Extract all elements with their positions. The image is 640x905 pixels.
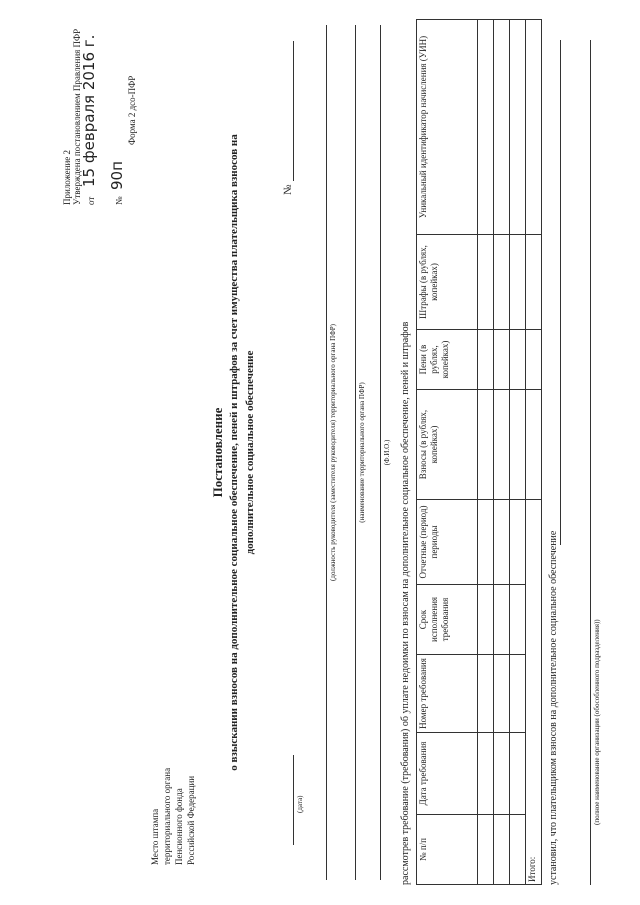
- payer-line: [590, 40, 591, 885]
- cell[interactable]: [478, 20, 494, 235]
- number-line: [293, 41, 294, 181]
- cell[interactable]: [494, 733, 510, 815]
- position-line: [326, 25, 327, 880]
- fio-caption: (Ф.И.О.): [383, 439, 391, 466]
- cell[interactable]: [494, 500, 510, 585]
- stamp-line-4: Российской Федерации: [186, 775, 196, 865]
- total-uin[interactable]: [526, 20, 542, 235]
- cell[interactable]: [478, 733, 494, 815]
- cell[interactable]: [510, 585, 526, 655]
- org-line: [355, 25, 356, 880]
- date-caption: (дата): [296, 795, 304, 813]
- cell[interactable]: [478, 390, 494, 500]
- header-contributions: Взносы (в рублях, копейках): [417, 390, 478, 500]
- header-penalties: Пени (в рублях, копейках): [417, 330, 478, 390]
- header-deadline: Срок исполнения требования: [417, 585, 478, 655]
- cell[interactable]: [510, 500, 526, 585]
- header-num: № п/п: [417, 815, 478, 885]
- form-label: Форма 2 дсо-ПФР: [127, 75, 137, 145]
- established-text: установил, что плательщиком взносов на дополнительное социальное обеспечение: [548, 530, 559, 885]
- cell[interactable]: [494, 585, 510, 655]
- cell[interactable]: [494, 390, 510, 500]
- cell[interactable]: [510, 815, 526, 885]
- cell[interactable]: [494, 655, 510, 733]
- cell[interactable]: [478, 585, 494, 655]
- total-penalties[interactable]: [526, 330, 542, 390]
- total-label: Итого:: [526, 500, 542, 885]
- approval-number: 90п: [108, 161, 126, 190]
- table-row: [478, 20, 494, 885]
- header-req-number: Номер требования: [417, 655, 478, 733]
- header-fines: Штрафы (в рублях, копейках): [417, 235, 478, 330]
- document-title: Постановление: [210, 407, 225, 498]
- cell[interactable]: [478, 815, 494, 885]
- total-contributions[interactable]: [526, 390, 542, 500]
- header-uin: Уникальный идентификатор начисления (УИН): [417, 20, 478, 235]
- cell[interactable]: [510, 655, 526, 733]
- fio-line: [380, 25, 381, 880]
- stamp-line-3: Пенсионного фонда: [174, 788, 184, 865]
- position-caption: (должность руководителя (заместителя руководителя) территориального органа ПФР): [329, 324, 337, 581]
- stamp-line-2: территориального органа: [162, 767, 172, 865]
- approved-label: Утверждена постановлением Правления ПФР: [72, 28, 82, 205]
- approval-date: 15 февраля 2016 г.: [80, 34, 98, 187]
- table-header-row: [417, 20, 478, 885]
- header-req-date: Дата требования: [417, 733, 478, 815]
- cell[interactable]: [494, 235, 510, 330]
- cell[interactable]: [478, 235, 494, 330]
- stamp-line-1: Место штампа: [150, 808, 160, 865]
- cell[interactable]: [510, 390, 526, 500]
- date-prefix: от: [86, 196, 96, 205]
- appendix-label: Приложение 2: [62, 149, 72, 205]
- table-row: [510, 20, 526, 885]
- cell[interactable]: [494, 330, 510, 390]
- org-caption: (наименование территориального органа ПФР): [358, 382, 366, 523]
- requirements-table: [416, 19, 542, 885]
- considered-text: рассмотрев требование (требования) об уплате недоимки по взносам на дополнительное социальное обеспечение, пеней и штрафов: [400, 321, 411, 885]
- established-line: [560, 40, 561, 545]
- cell[interactable]: [510, 330, 526, 390]
- cell[interactable]: [510, 235, 526, 330]
- table-row: [494, 20, 510, 885]
- payer-caption: (полное наименование организации (обособленного подразделения)): [593, 619, 601, 825]
- number-field-prefix: №: [282, 184, 294, 195]
- header-period: Отчетные (период) периоды: [417, 500, 478, 585]
- cell[interactable]: [510, 20, 526, 235]
- number-prefix: №: [114, 196, 124, 205]
- cell[interactable]: [478, 500, 494, 585]
- cell[interactable]: [478, 655, 494, 733]
- cell[interactable]: [478, 330, 494, 390]
- total-row: [526, 20, 542, 885]
- cell[interactable]: [494, 815, 510, 885]
- total-fines[interactable]: [526, 235, 542, 330]
- document-subtitle-1: о взыскании взносов на дополнительное социальное обеспечение, пеней и штрафов за счет имущества плательщика взносов на: [228, 134, 240, 771]
- document-subtitle-2: дополнительное социальное обеспечение: [244, 350, 256, 555]
- cell[interactable]: [510, 733, 526, 815]
- date-line: [293, 755, 294, 845]
- cell[interactable]: [494, 20, 510, 235]
